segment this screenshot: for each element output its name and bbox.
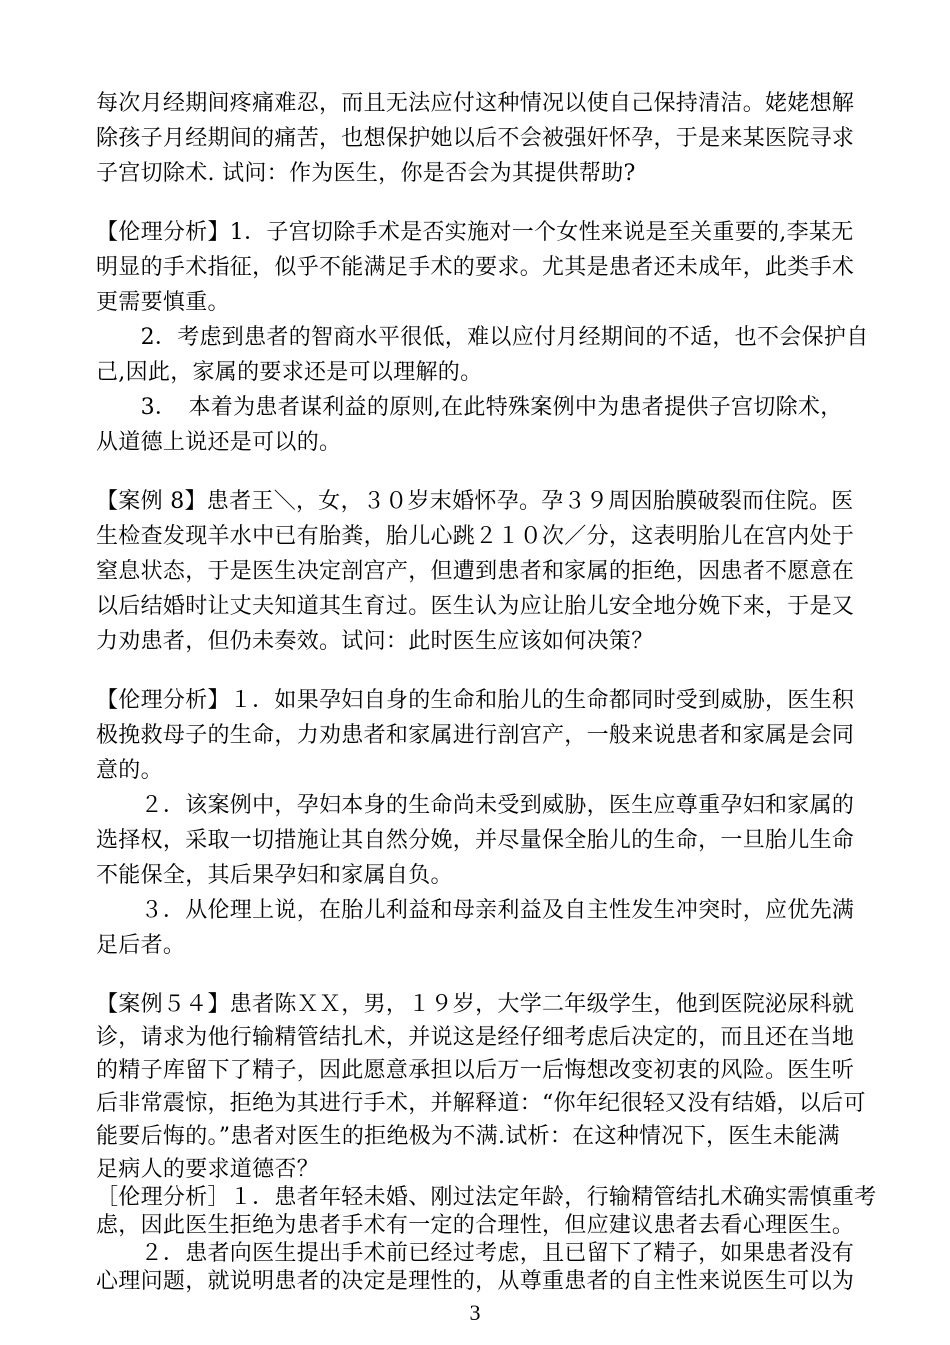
text-line: 每次月经期间疼痛难忍，而且无法应付这种情况以使自己保持清洁。姥姥想解 <box>96 91 855 116</box>
text-line: ［伦理分析］１．患者年轻未婚、刚过法定年龄，行输精管结扎术确实需慎重考 <box>96 1185 877 1210</box>
text-line: 生检查发现羊水中已有胎粪，胎儿心跳２１０次／分，这表明胎儿在宫内处于 <box>96 524 855 549</box>
text-line: 不能保全，其后果孕妇和家属自负。 <box>96 863 453 888</box>
text-line: ２．患者向医生提出手术前已经过考虑，且已留下了精子，如果患者没有 <box>96 1241 855 1266</box>
text-line: 除孩子月经期间的痛苦，也想保护她以后不会被强奸怀孕，于是来某医院寻求 <box>96 126 855 151</box>
text-line: 【案例 8】患者王＼，女，３０岁末婚怀孕。孕３９周因胎膜破裂而住院。医 <box>96 489 854 514</box>
text-line: 3． 本着为患者谋利益的原则,在此特殊案例中为患者提供子宫切除术， <box>96 395 843 420</box>
text-line: 虑，因此医生拒绝为患者手术有一定的合理性，但应建议患者去看心理医生。 <box>96 1213 855 1238</box>
text-line: 力劝患者，但仍未奏效。试问：此时医生应该如何决策？ <box>96 629 654 654</box>
text-line: ２．该案例中，孕妇本身的生命尚未受到威胁，医生应尊重孕妇和家属的 <box>96 793 855 818</box>
text-line: 2．考虑到患者的智商水平很低，难以应付月经期间的不适，也不会保护自 <box>96 325 869 350</box>
text-line: 明显的手术指征，似乎不能满足手术的要求。尤其是患者还未成年，此类手术 <box>96 255 855 280</box>
text-line: 更需要慎重。 <box>96 290 230 315</box>
text-line: 【伦理分析】１．如果孕妇自身的生命和胎儿的生命都同时受到威胁，医生积 <box>96 688 855 713</box>
text-line: 心理问题，就说明患者的决定是理性的，从尊重患者的自主性来说医生可以为 <box>96 1269 855 1294</box>
text-line: ３．从伦理上说，在胎儿利益和母亲利益及自主性发生冲突时，应优先满 <box>96 898 855 923</box>
text-line: 从道德上说还是可以的。 <box>96 430 342 455</box>
text-line: 【伦理分析】1．子宫切除手术是否实施对一个女性来说是至关重要的,李某无 <box>96 220 854 245</box>
text-line: 选择权，采取一切措施让其自然分娩，并尽量保全胎儿的生命，一旦胎儿生命 <box>96 828 855 853</box>
text-line: 足后者。 <box>96 933 186 958</box>
text-line: 极挽救母子的生命，力劝患者和家属进行剖宫产，一般来说患者和家属是会同 <box>96 723 855 748</box>
text-line: 以后结婚时让丈夫知道其生育过。医生认为应让胎儿安全地分娩下来，于是又 <box>96 594 855 619</box>
text-line: 【案例５４】患者陈ＸＸ，男，１９岁，大学二年级学生，他到医院泌尿科就 <box>96 992 855 1017</box>
text-line: 的精子库留下了精子，因此愿意承担以后万一后悔想改变初衷的风险。医生听 <box>96 1058 855 1083</box>
text-line: 后非常震惊，拒绝为其进行手术，并解释道：“你年纪很轻又没有结婚，以后可 <box>96 1091 866 1116</box>
page-number: 3 <box>469 1300 481 1325</box>
text-line: 能要后悔的。”患者对医生的拒绝极为不满.试析：在这种情况下，医生未能满 <box>96 1124 840 1149</box>
text-line: 窒息状态，于是医生决定剖宫产，但遭到患者和家属的拒绝，因患者不愿意在 <box>96 559 855 584</box>
text-line: 子宫切除术. 试问：作为医生，你是否会为其提供帮助? <box>96 161 636 186</box>
text-line: 足病人的要求道德否？ <box>96 1157 320 1182</box>
text-line: 意的。 <box>96 758 163 783</box>
text-line: 诊，请求为他行输精管结扎术，并说这是经仔细考虑后决定的，而且还在当地 <box>96 1025 855 1050</box>
text-line: 己,因此，家属的要求还是可以理解的。 <box>96 360 483 385</box>
